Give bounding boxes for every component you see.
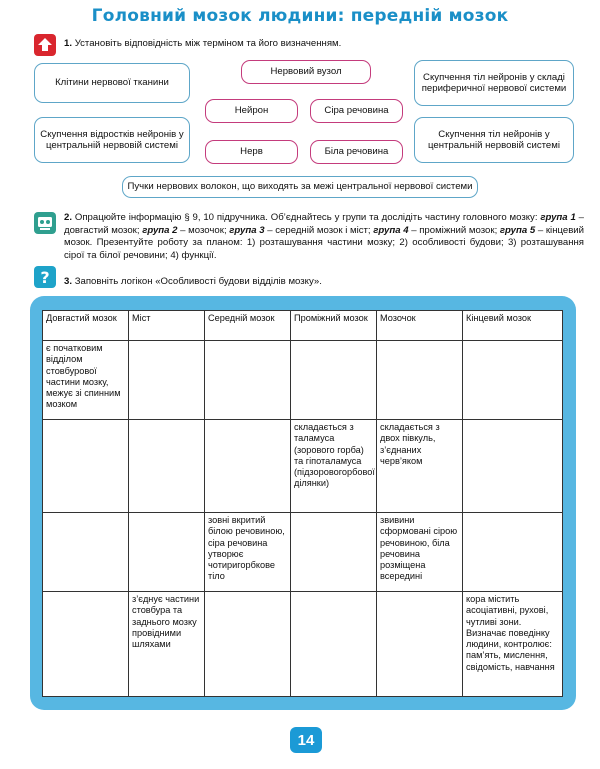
- table-cell: [129, 341, 205, 420]
- task-3-instruction: 3. Заповніть логікон «Особливості будови відділів мозку».: [64, 276, 322, 287]
- column-header: Середній мозок: [205, 311, 291, 341]
- table-cell: складається з двох півкуль, з’єднаних черв’яком: [377, 420, 463, 513]
- definition-box: Пучки нервових волокон, що виходять за межі центральної нервової системи: [122, 176, 478, 198]
- table-cell: [205, 341, 291, 420]
- table-cell: [463, 341, 563, 420]
- definition-box: Клітини нервової тканини: [34, 63, 190, 103]
- question-icon: [34, 266, 56, 288]
- task-1-instruction: 1. Установіть відповідність між терміном та його визначенням.: [64, 38, 342, 49]
- table-cell: кора містить асоціативні, рухові, чутливі зони. Визначає поведінку людини, контролює: пам’ять, мислення, свідомість, навчання: [463, 592, 563, 697]
- table-cell: зовні вкритий білою речовиною, сіра речовина утворює чотиригорбкове тіло: [205, 513, 291, 592]
- column-header: Міст: [129, 311, 205, 341]
- table-cell: [205, 420, 291, 513]
- definition-box: Скупчення тіл нейронів у складі периферичної нервової системи: [414, 60, 574, 106]
- table-cell: [205, 592, 291, 697]
- upload-icon: [34, 34, 56, 56]
- table-cell: з’єднує частини стовбура та заднього мозку провідними шляхами: [129, 592, 205, 697]
- column-header: Проміжний мозок: [291, 311, 377, 341]
- term-box: Нейрон: [205, 99, 298, 123]
- term-box: Нерв: [205, 140, 298, 164]
- table-cell: [129, 420, 205, 513]
- group-work-icon: [34, 212, 56, 234]
- table-cell: [291, 513, 377, 592]
- page-title: Головний мозок людини: передній мозок: [91, 6, 509, 26]
- definition-box: Скупчення відростків нейронів у центральній нервовій системі: [34, 117, 190, 163]
- column-header: Кінцевий мозок: [463, 311, 563, 341]
- table-row: [43, 592, 563, 697]
- table-row: [43, 513, 563, 592]
- table-cell: [43, 592, 129, 697]
- table-cell: [291, 341, 377, 420]
- task-2-instruction: 2. Опрацюйте інформацію § 9, 10 підручника. Об’єднайтесь у групи та дослідіть частину головного мозку: група 1 – довгастий мозок; група 2 – мозочок; група 3 – середній мозок і міст; група 4 – проміжний мозок; група 5 – кінцевий мозок. Презентуйте роботу за планом: 1) розташування частини мозку; 2) особливості будови; 3) розташування сірої та білої речовини; 4) функції.: [64, 212, 585, 261]
- table-row: [43, 341, 563, 420]
- term-box: Сіра речовина: [310, 99, 403, 123]
- term-box: Нервовий вузол: [241, 60, 371, 84]
- table-cell: [377, 341, 463, 420]
- table-cell: [463, 420, 563, 513]
- page-number: 14: [290, 727, 322, 753]
- table-header-row: [43, 311, 563, 341]
- table-cell: [291, 592, 377, 697]
- table-row: [43, 420, 563, 513]
- table-cell: [43, 420, 129, 513]
- column-header: Довгастий мозок: [43, 311, 129, 341]
- definition-box: Скупчення тіл нейронів у центральній нервовій системі: [414, 117, 574, 163]
- table-cell: звивини сформовані сірою речовиною, біла речовина розміщена всередині: [377, 513, 463, 592]
- table-cell: [377, 592, 463, 697]
- table-cell: [463, 513, 563, 592]
- table-cell: [129, 513, 205, 592]
- term-box: Біла речовина: [310, 140, 403, 164]
- table-cell: є початковим відділом стовбурової частини мозку, межує зі спинним мозком: [43, 341, 129, 420]
- column-header: Мозочок: [377, 311, 463, 341]
- logicon-table: [42, 310, 563, 697]
- table-cell: складається з таламуса (зорового горба) та гіпоталамуса (підзоровогорбової ділянки): [291, 420, 377, 513]
- svg-text:?: ?: [40, 268, 50, 287]
- table-cell: [43, 513, 129, 592]
